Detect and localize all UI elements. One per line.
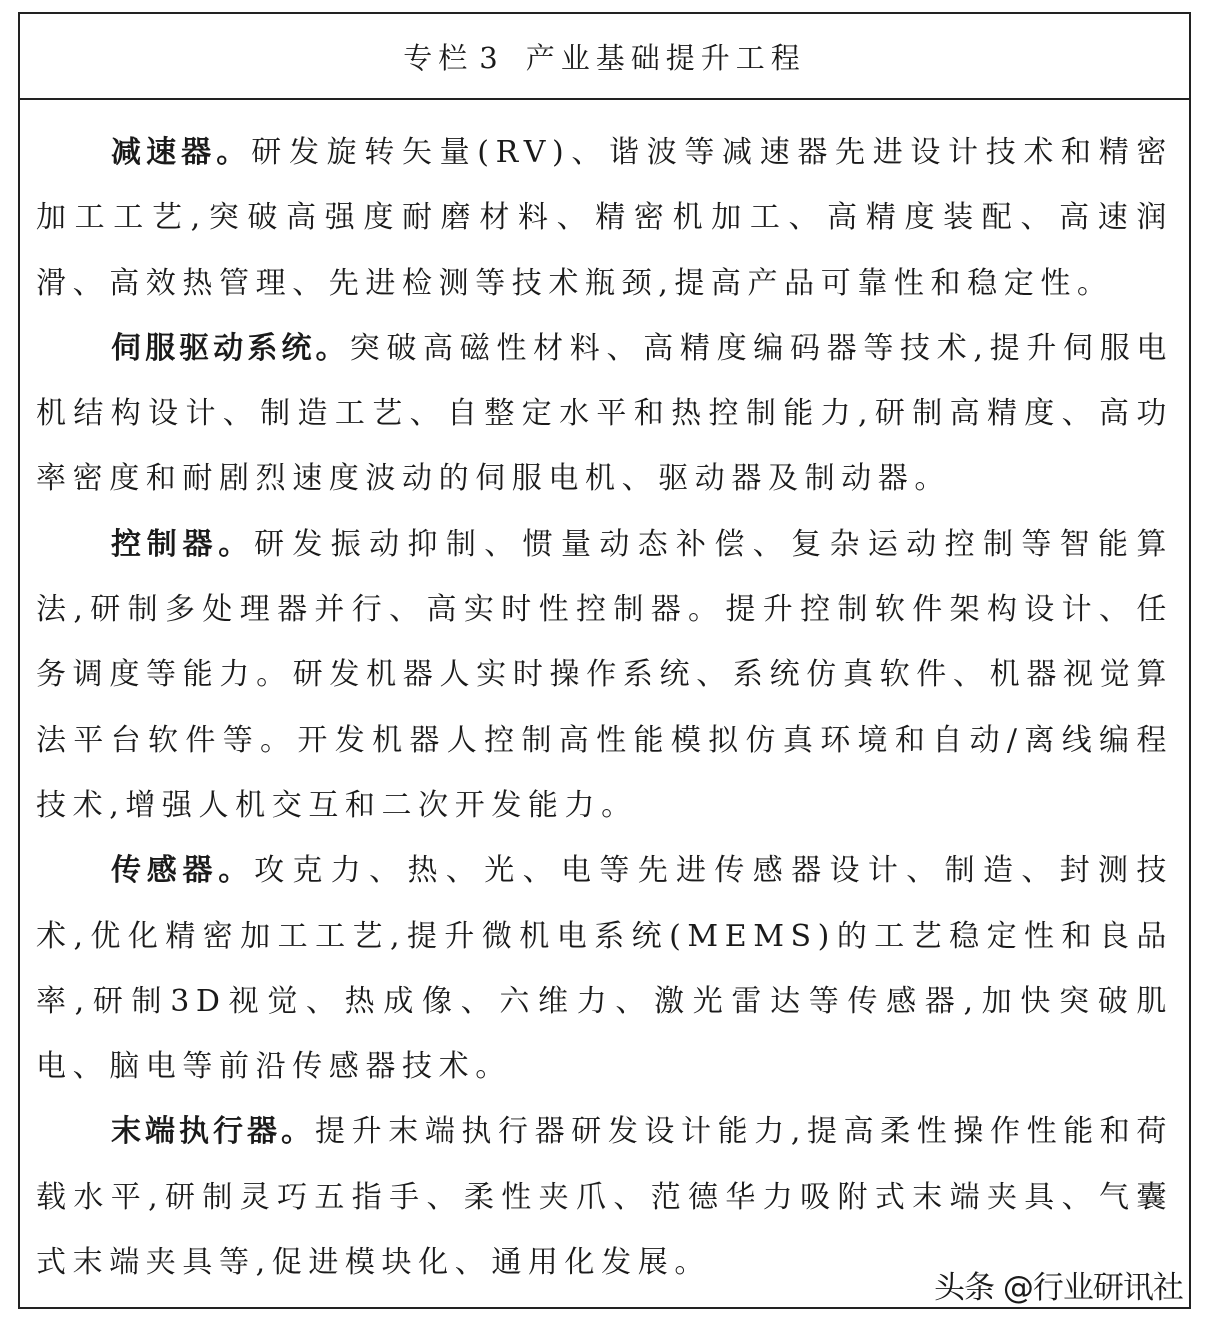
section-text: 研发旋转矢量(RV)、谐波等减速器先进设计技术和精密加工工艺,突破高强度耐磨材料、精密机加工、高精度装配、高速润滑、高效热管理、先进检测等技术瓶颈,提高产品可靠性和稳定性。 — [36, 135, 1173, 301]
section-text: 提升末端执行器研发设计能力,提高柔性操作性能和荷载水平,研制灵巧五指手、柔性夹爪、范德华力吸附式末端夹具、气囊式末端夹具等,促进模块化、通用化发展。 — [36, 1114, 1174, 1281]
section-lead: 伺服驱动系统。 — [111, 330, 350, 366]
section-text: 突破高磁性材料、高精度编码器等技术,提升伺服电机结构设计、制造工艺、自整定水平和热控制能力,研制高精度、高功率密度和耐剧烈速度波动的伺服电机、驱动器及制动器。 — [36, 330, 1174, 497]
section-lead: 控制器。 — [111, 526, 255, 562]
section-lead: 传感器。 — [111, 853, 255, 889]
column-heading: 产业基础提升工程 — [525, 40, 806, 75]
watermark: 头条 @行业研讯社 — [934, 1270, 1183, 1306]
column-number: 3 — [479, 40, 504, 75]
column-label: 专栏 — [403, 40, 474, 75]
section-lead: 减速器。 — [111, 135, 252, 170]
column-body — [20, 120, 1189, 1295]
column-title — [403, 36, 805, 77]
section-controller — [36, 512, 1173, 838]
column-header — [20, 14, 1189, 100]
section-text: 攻克力、热、光、电等先进传感器设计、制造、封测技术,优化精密加工工艺,提升微机电系统(MEMS)的工艺稳定性和良品率,研制3D视觉、热成像、六维力、激光雷达等传感器,加快突破肌电、脑电等前沿传感器技术。 — [36, 853, 1174, 1085]
section-reducer — [36, 120, 1173, 316]
section-servo-drive — [36, 316, 1173, 512]
section-text: 研发振动抑制、惯量动态补偿、复杂运动控制等智能算法,研制多处理器并行、高实时性控制器。提升控制软件架构设计、任务调度等能力。研发机器人实时操作系统、系统仿真软件、机器视觉算法平台软件等。开发机器人控制高性能模拟仿真环境和自动/离线编程技术,增强人机交互和二次开发能力。 — [36, 526, 1174, 823]
section-lead: 末端执行器。 — [111, 1114, 316, 1150]
column-box — [18, 12, 1191, 1309]
section-sensor — [36, 838, 1173, 1099]
